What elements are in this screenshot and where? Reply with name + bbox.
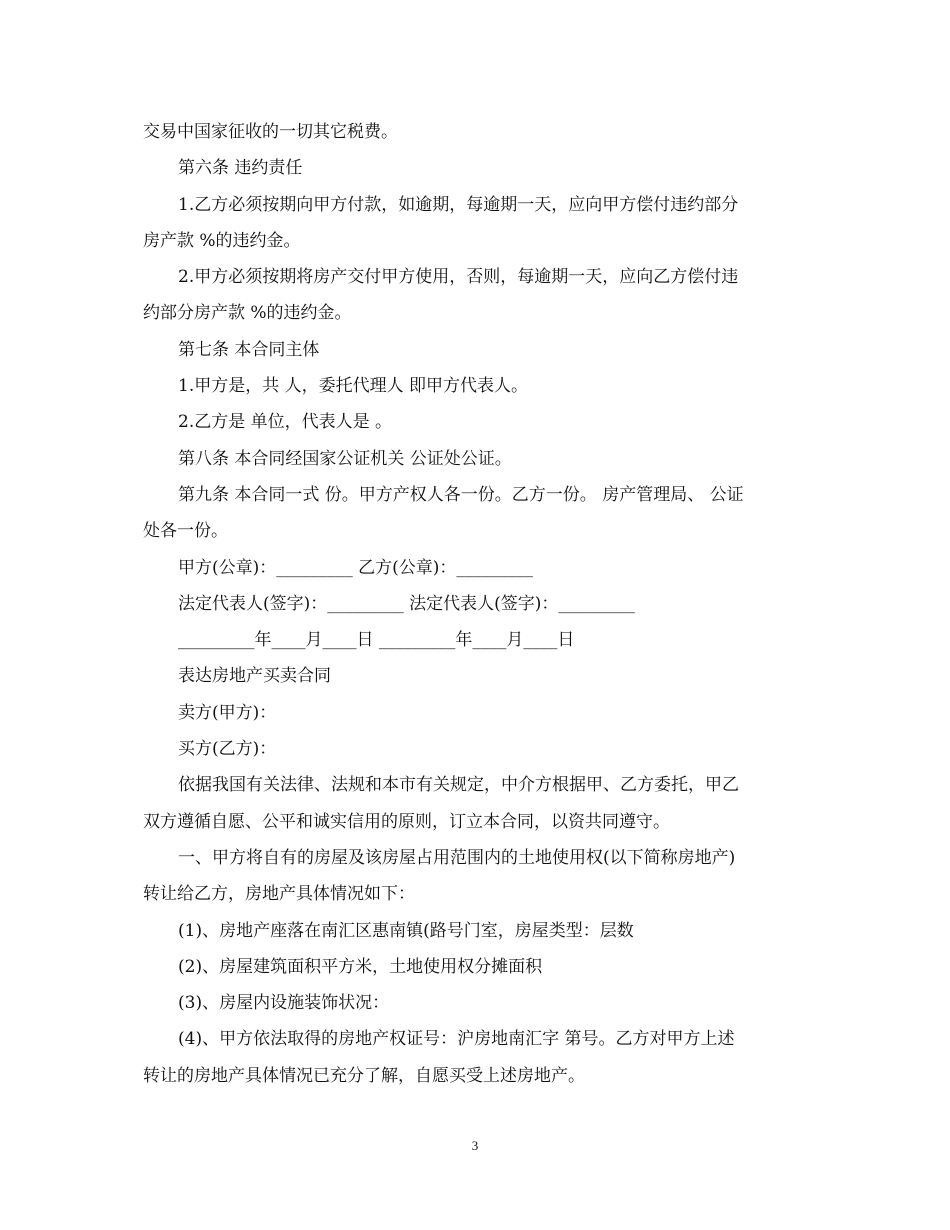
- text-line: 约部分房产款 %的违约金。: [143, 303, 352, 324]
- date-line: _________年____月____日 _________年____月____日: [178, 630, 575, 651]
- text-line: 第八条 本合同经国家公证机关 公证处公证。: [178, 448, 512, 469]
- document-body: [143, 114, 803, 1094]
- signature-line: 甲方(公章)：_________ 乙方(公章)：_________: [178, 557, 533, 578]
- text-line: 双方遵循自愿、公平和诚实信用的原则，订立本合同，以资共同遵守。: [143, 811, 670, 832]
- text-line: (4)、甲方依法取得的房地产权证号：沪房地南汇字 第号。乙方对甲方上述: [178, 1029, 735, 1050]
- text-line: 交易中国家征收的一切其它税费。: [143, 122, 398, 142]
- text-line: 依据我国有关法律、法规和本市有关规定，中介方根据甲、乙方委托，甲乙: [178, 775, 739, 796]
- text-line: 2.乙方是 单位，代表人是 。: [178, 412, 393, 433]
- text-line: 房产款 %的违约金。: [143, 230, 301, 251]
- text-line: 第七条 本合同主体: [178, 339, 320, 360]
- page-number: 3: [471, 1138, 479, 1153]
- text-line: 转让的房地产具体情况已充分了解，自愿买受上述房地产。: [143, 1065, 585, 1086]
- text-line: (2)、房屋建筑面积平方米，土地使用权分摊面积: [178, 956, 543, 977]
- text-line: 处各一份。: [143, 521, 228, 542]
- text-line: 第九条 本合同一式 份。甲方产权人各一份。乙方一份。 房产管理局、 公证: [178, 484, 744, 505]
- text-line: 一、甲方将自有的房屋及该房屋占用范围内的土地使用权(以下简称房地产): [178, 847, 736, 868]
- text-line: 买方(乙方)：: [178, 739, 277, 760]
- text-line: 2.甲方必须按期将房产交付甲方使用，否则，每逾期一天，应向乙方偿付违: [178, 267, 739, 288]
- text-line: 卖方(甲方)：: [178, 702, 277, 723]
- text-line: (1)、房地产座落在南汇区惠南镇(路号门室，房屋类型：层数: [178, 920, 634, 941]
- text-line: 1.甲方是，共 人，委托代理人 即甲方代表人。: [178, 376, 529, 397]
- text-line: 1.乙方必须按期向甲方付款，如逾期，每逾期一天，应向甲方偿付违约部分: [178, 194, 739, 215]
- text-line: 转让给乙方，房地产具体情况如下：: [143, 884, 415, 905]
- section-title: 表达房地产买卖合同: [178, 666, 331, 687]
- signature-line: 法定代表人(签字)：_________ 法定代表人(签字)：_________: [178, 593, 635, 614]
- text-line: (3)、房屋内设施装饰状况：: [178, 993, 390, 1014]
- text-line: 第六条 违约责任: [178, 158, 303, 179]
